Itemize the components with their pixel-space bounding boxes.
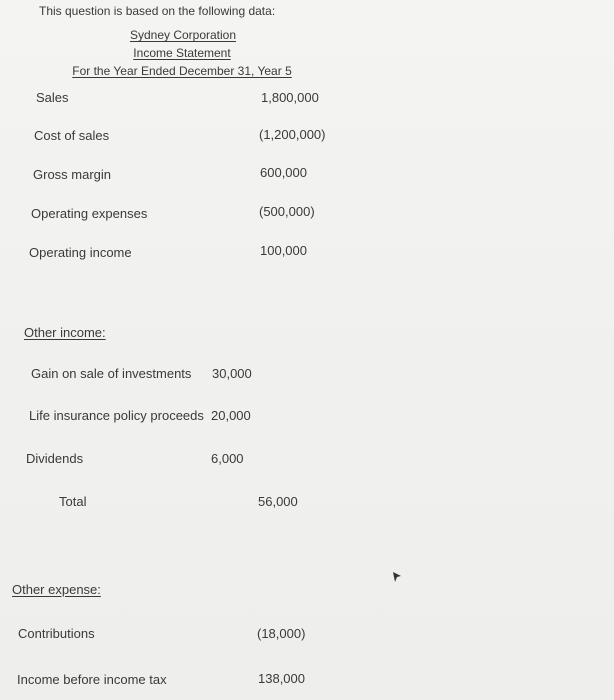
statement-title: Income Statement xyxy=(133,46,231,60)
operating-expenses-amount: (500,000) xyxy=(259,204,315,219)
operating-income-amount: 100,000 xyxy=(260,243,307,258)
intro-text: This question is based on the following data: xyxy=(39,4,276,18)
gain-on-sale-amount: 30,000 xyxy=(212,366,252,381)
other-income-heading: Other income: xyxy=(24,325,106,340)
gross-margin-amount: 600,000 xyxy=(260,165,307,180)
operating-expenses-label: Operating expenses xyxy=(31,206,148,221)
cost-of-sales-amount: (1,200,000) xyxy=(259,127,326,142)
other-expense-heading: Other expense: xyxy=(12,582,101,597)
other-income-total-label: Total xyxy=(59,494,87,509)
income-before-tax-amount: 138,000 xyxy=(258,671,305,686)
life-insurance-label: Life insurance policy proceeds xyxy=(29,408,204,423)
statement-period: For the Year Ended December 31, Year 5 xyxy=(72,64,292,78)
gross-margin-label: Gross margin xyxy=(33,167,112,182)
dividends-amount: 6,000 xyxy=(211,451,244,466)
company-name: Sydney Corporation xyxy=(129,28,237,42)
contributions-amount: (18,000) xyxy=(257,626,306,641)
sales-label: Sales xyxy=(36,90,69,105)
contributions-label: Contributions xyxy=(18,626,95,641)
income-before-tax-label: Income before income tax xyxy=(17,672,167,687)
mouse-pointer-icon xyxy=(392,571,402,583)
life-insurance-amount: 20,000 xyxy=(211,408,251,423)
gain-on-sale-label: Gain on sale of investments xyxy=(31,366,192,381)
sales-amount: 1,800,000 xyxy=(261,90,319,105)
other-income-total-amount: 56,000 xyxy=(258,494,298,509)
operating-income-label: Operating income xyxy=(29,245,132,260)
dividends-label: Dividends xyxy=(26,451,84,466)
cost-of-sales-label: Cost of sales xyxy=(34,128,110,143)
